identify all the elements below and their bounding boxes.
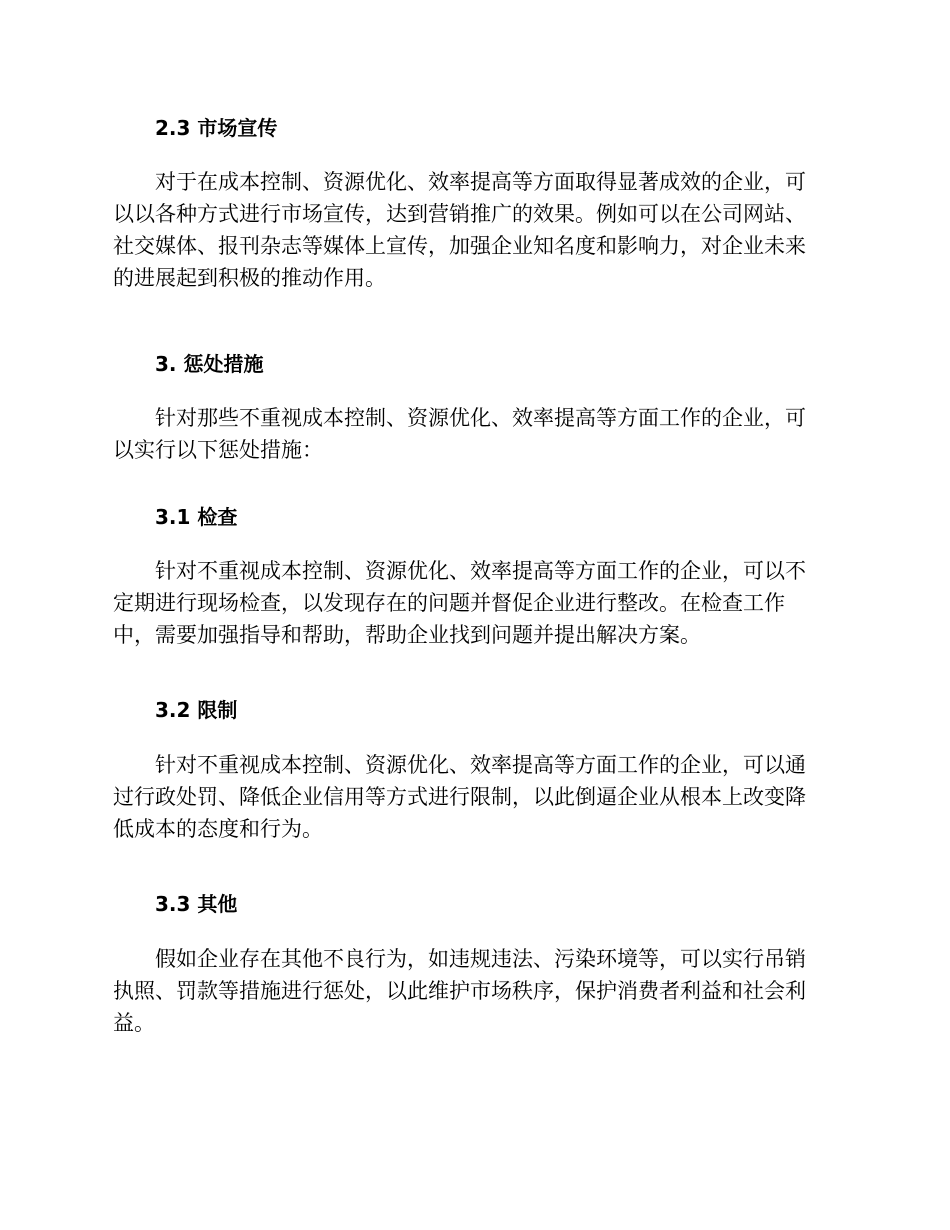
- paragraph-2-3: [113, 166, 837, 294]
- paragraph-line: 假如企业存在其他不良行为，如违规违法、污染环境等，可以实行吊销: [155, 947, 806, 971]
- paragraph-line: 对于在成本控制、资源优化、效率提高等方面取得显著成效的企业，可: [155, 170, 806, 194]
- paragraph-line: 益。: [113, 1011, 155, 1035]
- paragraph-line: 低成本的态度和行为。: [113, 817, 323, 841]
- section-heading-3-3: 3.3 其他: [155, 892, 238, 916]
- paragraph-3-3: [113, 943, 837, 1039]
- paragraph-line: 定期进行现场检查，以发现存在的问题并督促企业进行整改。在检查工作: [113, 591, 785, 615]
- paragraph-line: 中，需要加强指导和帮助，帮助企业找到问题并提出解决方案。: [113, 623, 701, 647]
- paragraph-line: 以实行以下惩处措施：: [113, 438, 323, 462]
- paragraph-3: [113, 402, 837, 466]
- paragraph-3-2: [113, 749, 837, 845]
- paragraph-line: 针对那些不重视成本控制、资源优化、效率提高等方面工作的企业，可: [155, 406, 806, 430]
- section-heading-3: 3. 惩处措施: [155, 352, 264, 376]
- paragraph-3-1: [113, 555, 837, 651]
- paragraph-line: 针对不重视成本控制、资源优化、效率提高等方面工作的企业，可以通: [155, 753, 806, 777]
- paragraph-line: 过行政处罚、降低企业信用等方式进行限制，以此倒逼企业从根本上改变降: [113, 785, 806, 809]
- paragraph-line: 社交媒体、报刊杂志等媒体上宣传，加强企业知名度和影响力，对企业未来: [113, 234, 806, 258]
- paragraph-line: 以以各种方式进行市场宣传，达到营销推广的效果。例如可以在公司网站、: [113, 202, 806, 226]
- paragraph-line: 的进展起到积极的推动作用。: [113, 266, 386, 290]
- paragraph-line: 针对不重视成本控制、资源优化、效率提高等方面工作的企业，可以不: [155, 559, 806, 583]
- section-heading-3-2: 3.2 限制: [155, 698, 238, 722]
- section-heading-2-3: 2.3 市场宣传: [155, 116, 278, 140]
- paragraph-line: 执照、罚款等措施进行惩处，以此维护市场秩序，保护消费者利益和社会利: [113, 979, 806, 1003]
- section-heading-3-1: 3.1 检查: [155, 505, 238, 529]
